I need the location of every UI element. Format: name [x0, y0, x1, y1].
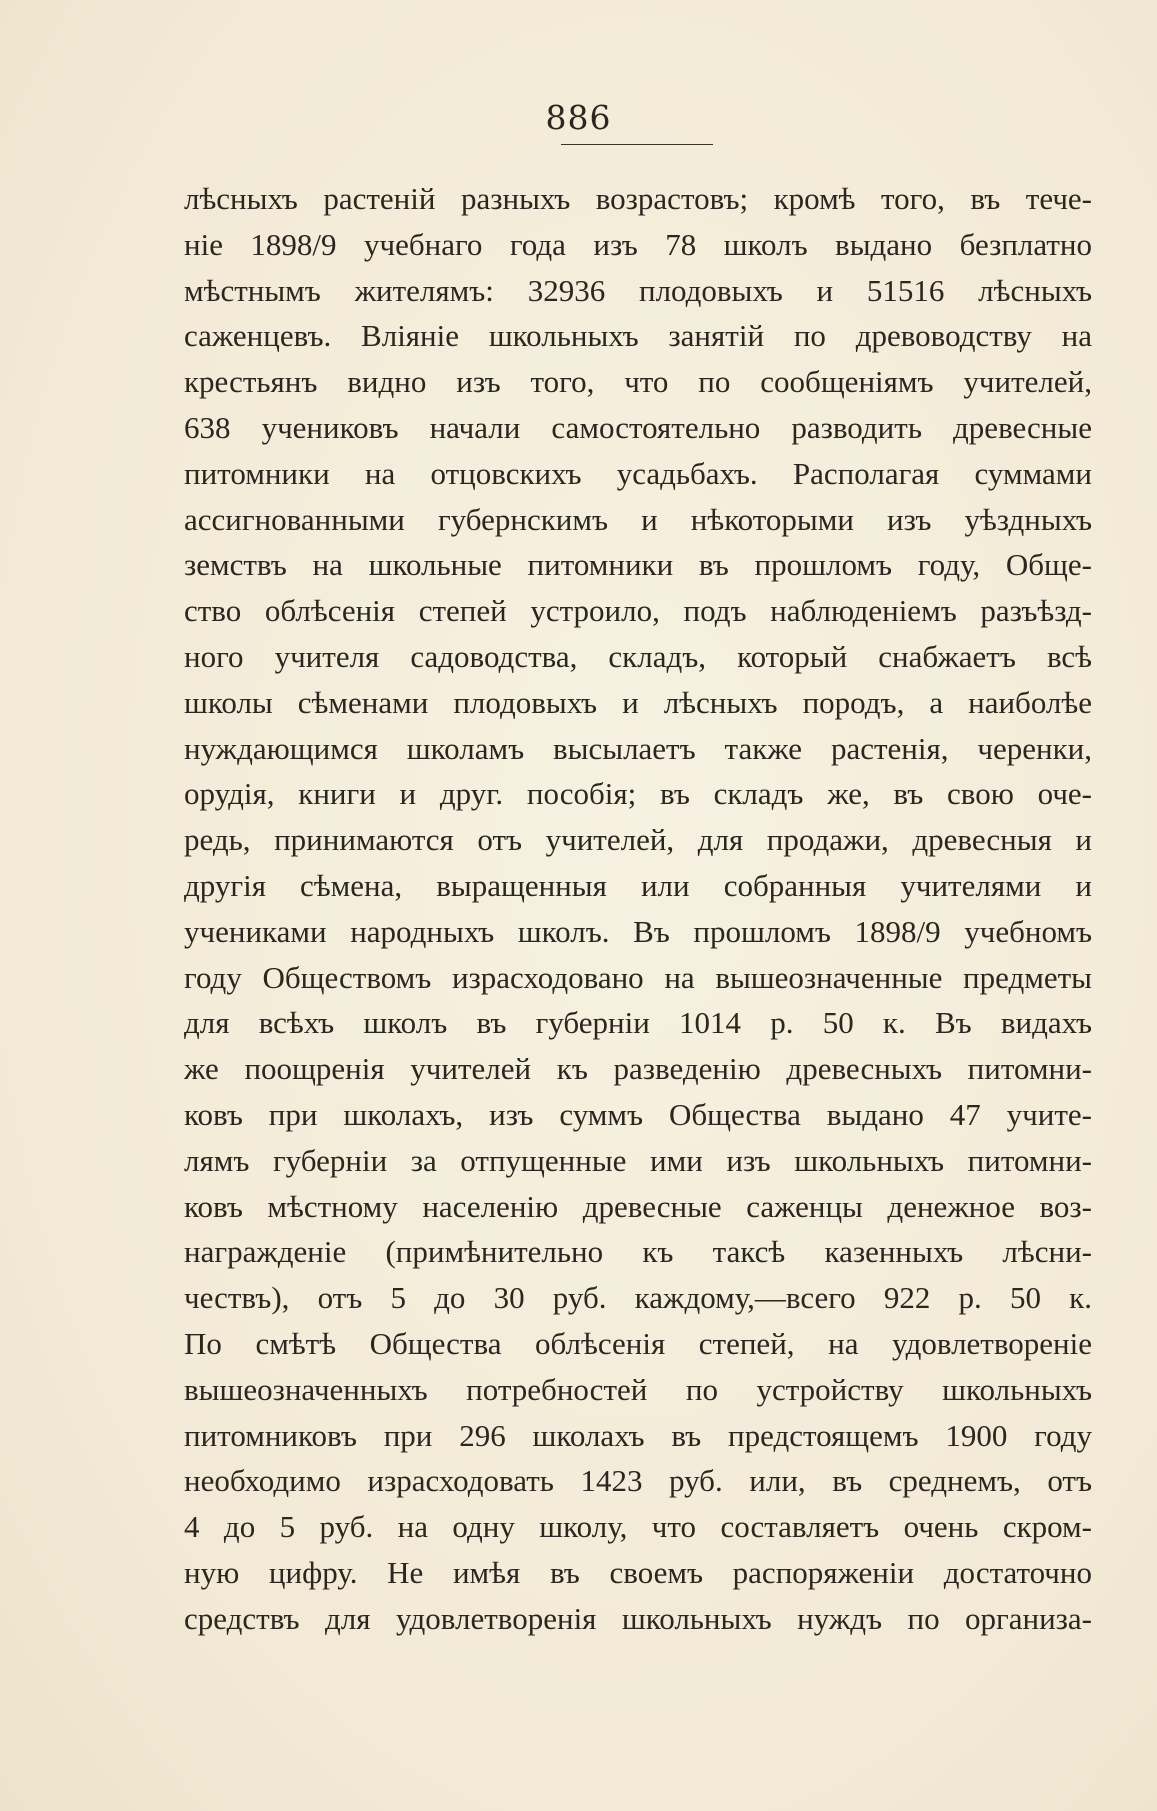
text-line: году Обществомъ израсходовано на вышеозначенные предметы: [184, 959, 1092, 995]
text-line: ную цифру. Не имѣя въ своемъ распоряженіи достаточно: [184, 1554, 1092, 1590]
text-line: лѣсныхъ растеній разныхъ возрастовъ; кромѣ того, въ тече-: [184, 181, 1092, 216]
text-line: награжденіе (примѣнительно къ таксѣ казенныхъ лѣсни-: [184, 1234, 1092, 1270]
text-line: нуждающимся школамъ высылаетъ также растенія, черенки,: [184, 730, 1092, 766]
text-line: крестьянъ видно изъ того, что по сообщеніямъ учителей,: [184, 364, 1092, 400]
text-line: для всѣхъ школъ въ губерніи 1014 р. 50 к. Въ видахъ: [184, 1005, 1092, 1041]
text-line: учениками народныхъ школъ. Въ прошломъ 1898/9 учебномъ: [184, 913, 1092, 949]
text-line: средствъ для удовлетворенія школьныхъ нуждъ по организа-: [184, 1600, 1092, 1636]
text-line: чествъ), отъ 5 до 30 руб. каждому,—всего 922 р. 50 к.: [184, 1280, 1092, 1316]
body-text: [184, 176, 1092, 1642]
text-line: ковъ при школахъ, изъ суммъ Общества выдано 47 учите-: [184, 1096, 1092, 1132]
text-line: же поощренія учителей къ разведенію древесныхъ питомни-: [184, 1051, 1092, 1087]
text-line: орудія, книги и друг. пособія; въ складъ же, въ свою оче-: [184, 776, 1092, 812]
text-line: школы сѣменами плодовыхъ и лѣсныхъ породъ, а наиболѣе: [184, 684, 1092, 720]
header-rule: [561, 144, 713, 145]
text-line: ассигнованными губернскимъ и нѣкоторыми изъ уѣздныхъ: [184, 501, 1092, 537]
text-line: другія сѣмена, выращенныя или собранныя учителями и: [184, 867, 1092, 903]
text-line: По смѣтѣ Общества облѣсенія степей, на удовлетвореніе: [184, 1325, 1092, 1361]
text-line: ніе 1898/9 учебнаго года изъ 78 школъ выдано безплатно: [184, 226, 1092, 262]
text-line: 4 до 5 руб. на одну школу, что составляетъ очень скром-: [184, 1509, 1092, 1545]
text-line: вышеозначенныхъ потребностей по устройству школьныхъ: [184, 1371, 1092, 1407]
text-line: ковъ мѣстному населенію древесные саженцы денежное воз-: [184, 1188, 1092, 1224]
text-line: ство облѣсенія степей устроило, подъ наблюденіемъ разъѣзд-: [184, 593, 1092, 629]
text-line: редь, принимаются отъ учителей, для продажи, древесныя и: [184, 822, 1092, 858]
text-line: ного учителя садоводства, складъ, который снабжаетъ всѣ: [184, 638, 1092, 674]
text-line: необходимо израсходовать 1423 руб. или, въ среднемъ, отъ: [184, 1463, 1092, 1499]
page-number: 886: [545, 98, 612, 137]
text-line: питомники на отцовскихъ усадьбахъ. Располагая суммами: [184, 455, 1092, 491]
text-line: питомниковъ при 296 школахъ въ предстоящемъ 1900 году: [184, 1417, 1092, 1453]
text-line: мѣстнымъ жителямъ: 32936 плодовыхъ и 51516 лѣсныхъ: [184, 272, 1092, 308]
text-line: саженцевъ. Вліяніе школьныхъ занятій по древоводству на: [184, 318, 1092, 354]
text-line: земствъ на школьные питомники въ прошломъ году, Обще-: [184, 547, 1092, 583]
text-line: лямъ губерніи за отпущенные ими изъ школьныхъ питомни-: [184, 1142, 1092, 1178]
text-line: 638 учениковъ начали самостоятельно разводить древесные: [184, 409, 1092, 445]
